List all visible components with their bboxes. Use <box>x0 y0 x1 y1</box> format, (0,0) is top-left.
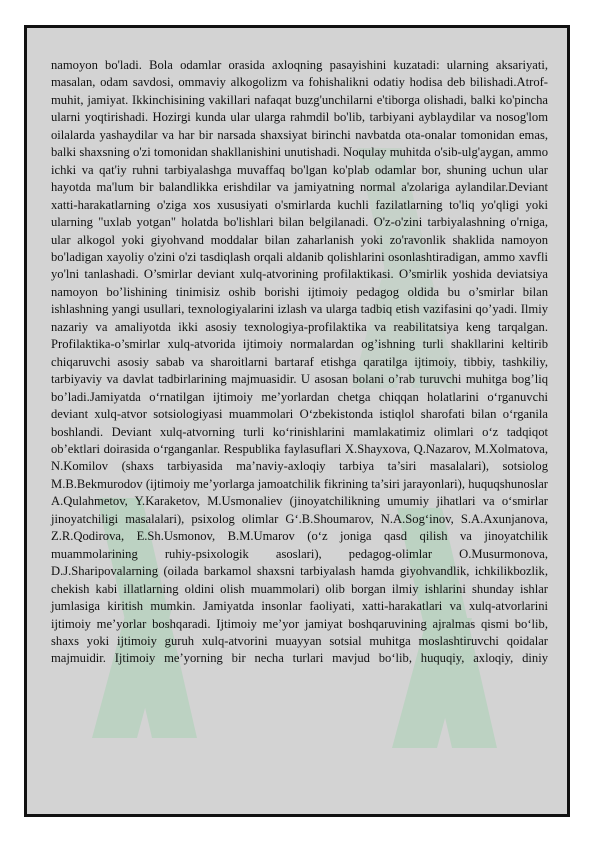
page-frame <box>24 25 570 817</box>
body-paragraph: namoyon bo'ladi. Bola odamlar orasida axloqning pasayishini kuzatadi: ularning aksariyati, masalan, odam savdosi, ommaviy alkogolizm va fohishalikni odatiy hodisa deb bilishadi.Atrof-muhit, jamiyat. Ikkinchisining vakillari nafaqat buzg'unchilarni e'tiborga olishadi, balki ko'pincha ularni yoqtirishadi. Hozirgi kunda ular ularga rahmdil bo'lib, tarbiyani ayblaydilar va nosog'lom oilalarda yashaydilar va har bir narsada shaxsiyat birinchi navbatda ota-onalar tomonidan emas, balki shaxsning o'zi tomonidan shakllanishini unutishadi. Noqulay muhitda o'sib-ulg'aygan, ammo ichki va qat'iy ruhni tarbiyalashga muvaffaq bo'lgan ko'plab odamlar bor, shuning uchun ular hayotda ma'lum bir balandlikka erishdilar va jamiyatning normal a'zolariga aylandilar.Deviant xatti-harakatlarning o'ziga xos xususiyati o'smirlarda kuchli fazilatlarning to'liq yo'qligi yoki ularning "uxlab yotgan" holatda bo'lishlari bilan belgilanadi. O'z-o'zini tarbiyalashning o'rniga, ular alkogol yoki giyohvand moddalar bilan zaharlanish yoki zo'ravonlik shaklida namoyon bo'ladigan xayoliy o'zini o'zi tasdiqlash orqali aldanib qolishlarini osonlashtiradigan, ammo xavfli yo'lni tanlashadi. O’smirlar deviant xulq-atvorining profilaktikasi. O’smirlik yoshida deviatsiya namoyon bo’lishining tinimisiz oshib borishi ijtimoiy pedagog oldida bu o’smirlar bilan ishlashning yangi usullari, texnologiyalarini izlash va ularga tadbiq etish vazifasini qo’yadi. Ilmiy nazariy va amaliyotda ikki asosiy texnologiya-profilaktika va reabilitatsiya keng tarqalgan. Profilaktika-o’smirlar xulq-atvorida ijtimoiy normalardan og’ishning turli shakllarini keltirib chiqaruvchi asosiy sabab va sharoitlarni bartaraf etishga qaratilga ijtimoiy, tibbiy, tashkiliy, tarbiyaviy va davlat tadbirlarining majmuasidir. U asosan bolani o’rab turuvchi muhitga bog’liq bo’ladi.Jamiyatda o‘rnatilgan ijtimoiy me’yorlardan chetga chiqqan holatlarini o‘rganuvchi deviant xulq-atvor sotsiologiyasi muammolari O‘zbekistonda istiqlol sharofati bilan o‘rganila boshlandi. Deviant xulq-atvorning turli ko‘rinishlarini mamlakatimiz olimlari o‘z tadqiqot ob’ektlari doirasida o‘rganganlar. Respublika faylasuflari X.Shayxova, Q.Nazarov, M.Xolmatova, N.Komilov (shaxs tarbiyasida ma’naviy-axloqiy tarbiya ta’siri masalalari), sotsiolog M.B.Bekmurodov (ijtimoiy me’yorlarga jamoatchilik fikrining ta’siri jarayonlari), huquqshunoslar A.Qulahmetov, Y.Karaketov, M.Usmonaliev (jinoyatchilikning umumiy jihatlari va o‘smirlar jinoyatchiligi masalalari), psixolog olimlar G‘.B.Shoumarov, N.A.Sog‘inov, S.A.Axunjanova, Z.R.Qodirova, E.Sh.Usmonov, B.M.Umarov (o‘z joniga qasd qilish va jinoyatchilik muammolarining ruhiy-psixologik asoslari), pedagog-olimlar O.Musurmonova, D.J.Sharipovalarning (oilada barkamol shaxsni tarbiyalash hamda giyohvandlik, ichkilikbozlik, chekish kabi illatlarning oldini olish muammolari) olib borgan ilmiy ishlarini shunday ishlar jumlasiga kiritish mumkin. Jamiyatda insonlar faoliyati, xatti-harakatlari va xulq-atvorlarini ijtimoiy me’yorlar boshqaradi. Ijtimoiy me’yor jamiyat boshqaruvining ajralmas qismi bo‘lib, shaxs yoki ijtimoiy guruh xulq-atvorini muayyan sotsial muhitga moslashtiruvchi qoidalar majmuidir. Ijtimoiy me’yorning bir necha turlari mavjud bo‘lib, huquqiy, axloqiy, diniy <box>51 58 548 666</box>
